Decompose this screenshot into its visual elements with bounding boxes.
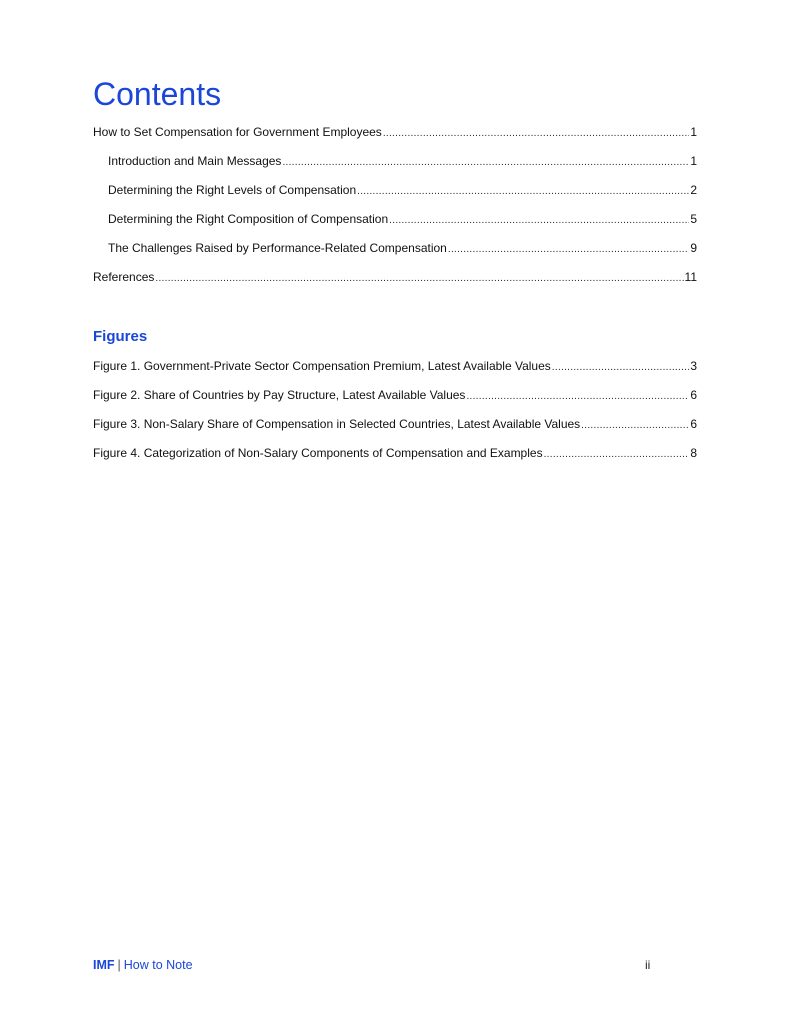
- toc-entry-page: 5: [690, 212, 697, 226]
- toc-entry-page: 2: [690, 183, 697, 197]
- footer-series: How to Note: [123, 958, 193, 972]
- figure-entry-label: Figure 1. Government-Private Sector Compensation Premium, Latest Available Values: [93, 359, 551, 373]
- dot-leader: [282, 155, 689, 171]
- dot-leader: [383, 126, 690, 142]
- toc-entry-page: 1: [690, 154, 697, 168]
- page-number: ii: [645, 958, 651, 972]
- toc-entry[interactable]: [93, 182, 697, 211]
- toc-entry-page: 9: [690, 241, 697, 255]
- toc-entry[interactable]: [93, 124, 697, 153]
- toc-entry[interactable]: [93, 240, 697, 269]
- figure-entry[interactable]: [93, 416, 697, 445]
- footer-brand: IMF: [93, 958, 115, 972]
- figures-heading: Figures: [93, 328, 148, 345]
- toc-entry[interactable]: [93, 211, 697, 240]
- page-footer: [93, 957, 193, 973]
- figure-entry[interactable]: [93, 387, 697, 416]
- toc-entry-label: The Challenges Raised by Performance-Related Compensation: [108, 241, 447, 255]
- toc-entry-page: 11: [684, 270, 697, 284]
- footer-separator: |: [117, 958, 121, 972]
- toc-entry[interactable]: [93, 269, 697, 298]
- toc-entry[interactable]: [93, 153, 697, 182]
- toc-entry-page: 1: [690, 125, 697, 139]
- figure-entry-page: 6: [690, 417, 697, 431]
- figure-entry-page: 8: [690, 446, 697, 460]
- dot-leader: [155, 271, 683, 287]
- dot-leader: [357, 184, 689, 200]
- table-of-contents: [93, 124, 697, 298]
- dot-leader: [581, 418, 689, 434]
- figure-entry[interactable]: [93, 358, 697, 387]
- figure-entry-page: 6: [690, 388, 697, 402]
- dot-leader: [389, 213, 689, 229]
- dot-leader: [552, 360, 690, 376]
- dot-leader: [448, 242, 689, 258]
- contents-title: Contents: [93, 76, 222, 112]
- list-of-figures: [93, 358, 697, 474]
- toc-entry-label: Determining the Right Levels of Compensation: [108, 183, 357, 197]
- toc-entry-label: References: [93, 270, 155, 284]
- toc-entry-label: Introduction and Main Messages: [108, 154, 282, 168]
- figure-entry-label: Figure 4. Categorization of Non-Salary Components of Compensation and Examples: [93, 446, 543, 460]
- figure-entry-page: 3: [690, 359, 697, 373]
- figure-entry[interactable]: [93, 445, 697, 474]
- figure-entry-label: Figure 2. Share of Countries by Pay Structure, Latest Available Values: [93, 388, 466, 402]
- figure-entry-label: Figure 3. Non-Salary Share of Compensation in Selected Countries, Latest Available Values: [93, 417, 581, 431]
- dot-leader: [466, 389, 689, 405]
- toc-entry-label: Determining the Right Composition of Compensation: [108, 212, 389, 226]
- dot-leader: [544, 447, 690, 463]
- toc-entry-label: How to Set Compensation for Government Employees: [93, 125, 382, 139]
